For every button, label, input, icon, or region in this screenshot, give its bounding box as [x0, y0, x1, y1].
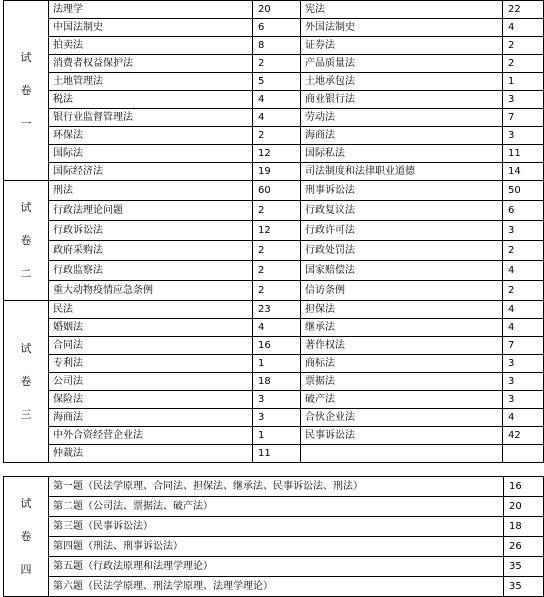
table-row [4, 355, 544, 373]
score: 4 [503, 261, 544, 281]
subject-name: 证券法 [301, 37, 503, 55]
score: 23 [253, 301, 301, 319]
table-row [4, 557, 544, 577]
score: 16 [253, 337, 301, 355]
table-row [4, 91, 544, 109]
subject-name: 银行业监督管理法 [49, 109, 253, 127]
table-row [4, 1, 544, 19]
score: 7 [503, 109, 544, 127]
table-row [4, 517, 544, 537]
subject-name: 海商法 [301, 127, 503, 145]
table-row [4, 537, 544, 557]
subject-name: 行政诉讼法 [49, 221, 253, 241]
table-row [4, 37, 544, 55]
paper-label-char: 试 [20, 51, 32, 64]
score: 2 [503, 241, 544, 261]
subject-name: 中外合资经营企业法 [49, 427, 253, 445]
score: 8 [253, 37, 301, 55]
paper-label-char: 试 [20, 342, 32, 355]
score: 11 [253, 445, 301, 463]
table-row [4, 261, 544, 281]
score: 4 [503, 301, 544, 319]
subject-name: 国际私法 [301, 145, 503, 163]
subject-name: 担保法 [301, 301, 503, 319]
score: 3 [503, 373, 544, 391]
score: 4 [503, 319, 544, 337]
subject-name: 破产法 [301, 391, 503, 409]
paper-four-table [3, 476, 544, 597]
subject-name: 税法 [49, 91, 253, 109]
subject-name: 劳动法 [301, 109, 503, 127]
table-row [4, 145, 544, 163]
score: 11 [503, 145, 544, 163]
paper-label-char: 四 [20, 563, 32, 576]
score: 1 [253, 355, 301, 373]
score: 4 [253, 91, 301, 109]
table-row [4, 477, 544, 497]
subject-name: 民法 [49, 301, 253, 319]
score [503, 445, 544, 463]
score: 22 [503, 1, 544, 19]
subject-name: 土地承包法 [301, 73, 503, 91]
subject-name: 政府采购法 [49, 241, 253, 261]
table-row [4, 109, 544, 127]
score: 3 [503, 221, 544, 241]
score: 19 [253, 163, 301, 181]
subject-name: 重大动物疫情应急条例 [49, 281, 253, 301]
subject-name: 法理学 [49, 1, 253, 19]
table-row [4, 127, 544, 145]
score: 1 [253, 427, 301, 445]
paper-label-char: 试 [20, 201, 32, 214]
score: 6 [503, 201, 544, 221]
table-row [4, 427, 544, 445]
table-row [4, 55, 544, 73]
subject-name: 土地管理法 [49, 73, 253, 91]
score: 60 [253, 181, 301, 201]
subject-name: 国际经济法 [49, 163, 253, 181]
paper-label [4, 477, 49, 597]
subject-name: 合伙企业法 [301, 409, 503, 427]
table-row [4, 281, 544, 301]
score: 35 [504, 577, 544, 597]
subject-name: 消费者权益保护法 [49, 55, 253, 73]
score: 2 [253, 241, 301, 261]
score: 42 [503, 427, 544, 445]
score: 3 [253, 409, 301, 427]
subject-name: 信访条例 [301, 281, 503, 301]
paper-label-char: 卷 [20, 84, 32, 97]
subject-name: 专利法 [49, 355, 253, 373]
law-subject-table-body [4, 1, 544, 463]
table-row [4, 181, 544, 201]
subject-name: 仲裁法 [49, 445, 253, 463]
score: 12 [253, 145, 301, 163]
score: 20 [504, 497, 544, 517]
table-row [4, 201, 544, 221]
score: 2 [503, 281, 544, 301]
table-row [4, 221, 544, 241]
score: 2 [503, 55, 544, 73]
score: 5 [253, 73, 301, 91]
score: 4 [503, 409, 544, 427]
table-row [4, 497, 544, 517]
score: 35 [504, 557, 544, 577]
table-row [4, 409, 544, 427]
table-row [4, 373, 544, 391]
paper-four-table-body [4, 477, 544, 597]
paper-label-char: 三 [20, 408, 32, 421]
subject-name: 拍卖法 [49, 37, 253, 55]
paper-label [4, 181, 49, 301]
subject-name: 行政监察法 [49, 261, 253, 281]
score: 3 [503, 91, 544, 109]
score: 3 [503, 127, 544, 145]
subject-name: 民事诉讼法 [301, 427, 503, 445]
table-row [4, 301, 544, 319]
subject-name: 行政许可法 [301, 221, 503, 241]
score: 2 [253, 201, 301, 221]
subject-name: 海商法 [49, 409, 253, 427]
subject-name: 国家赔偿法 [301, 261, 503, 281]
score: 3 [503, 391, 544, 409]
question-description: 第三题（民事诉讼法） [49, 517, 504, 537]
score: 50 [503, 181, 544, 201]
score: 4 [253, 319, 301, 337]
subject-name: 公司法 [49, 373, 253, 391]
subject-name: 合同法 [49, 337, 253, 355]
paper-label-char: 卷 [20, 530, 32, 543]
subject-name [301, 445, 503, 463]
law-subject-table [3, 0, 544, 463]
score: 1 [503, 73, 544, 91]
paper-label-char: 卷 [20, 234, 32, 247]
score: 7 [503, 337, 544, 355]
paper-label-char: 试 [20, 497, 32, 510]
question-description: 第六题（民法学原理、刑法学原理、法理学理论） [49, 577, 504, 597]
subject-name: 国际法 [49, 145, 253, 163]
score: 3 [253, 391, 301, 409]
question-description: 第二题（公司法、票据法、破产法） [49, 497, 504, 517]
table-row [4, 73, 544, 91]
subject-name: 著作权法 [301, 337, 503, 355]
subject-name: 产品质量法 [301, 55, 503, 73]
subject-name: 商标法 [301, 355, 503, 373]
paper-label [4, 301, 49, 463]
table-row [4, 241, 544, 261]
subject-name: 外国法制史 [301, 19, 503, 37]
score: 12 [253, 221, 301, 241]
table-row [4, 319, 544, 337]
score: 18 [504, 517, 544, 537]
subject-name: 行政复议法 [301, 201, 503, 221]
subject-name: 继承法 [301, 319, 503, 337]
subject-name: 行政法理论问题 [49, 201, 253, 221]
subject-name: 婚姻法 [49, 319, 253, 337]
subject-name: 中国法制史 [49, 19, 253, 37]
table-row [4, 391, 544, 409]
score: 14 [503, 163, 544, 181]
table-row [4, 337, 544, 355]
score: 2 [253, 127, 301, 145]
question-description: 第五题（行政法原理和法理学理论） [49, 557, 504, 577]
score: 3 [503, 355, 544, 373]
score: 2 [253, 55, 301, 73]
score: 2 [253, 281, 301, 301]
score: 4 [503, 19, 544, 37]
table-row [4, 19, 544, 37]
table-row [4, 163, 544, 181]
score: 16 [504, 477, 544, 497]
subject-name: 宪法 [301, 1, 503, 19]
subject-name: 商业银行法 [301, 91, 503, 109]
subject-name: 刑事诉讼法 [301, 181, 503, 201]
score: 6 [253, 19, 301, 37]
subject-name: 保险法 [49, 391, 253, 409]
score: 26 [504, 537, 544, 557]
score: 2 [503, 37, 544, 55]
paper-label-char: 卷 [20, 375, 32, 388]
subject-name: 刑法 [49, 181, 253, 201]
paper-label-char: 一 [20, 117, 32, 130]
question-description: 第一题（民法学原理、合同法、担保法、继承法、民事诉讼法、刑法） [49, 477, 504, 497]
paper-label-char: 二 [20, 267, 32, 280]
table-row [4, 445, 544, 463]
score: 20 [253, 1, 301, 19]
subject-name: 行政处罚法 [301, 241, 503, 261]
subject-name: 环保法 [49, 127, 253, 145]
score: 4 [253, 109, 301, 127]
score: 2 [253, 261, 301, 281]
question-description: 第四题（刑法、刑事诉讼法） [49, 537, 504, 557]
paper-label [4, 1, 49, 181]
subject-name: 司法制度和法律职业道德 [301, 163, 503, 181]
subject-name: 票据法 [301, 373, 503, 391]
score: 18 [253, 373, 301, 391]
